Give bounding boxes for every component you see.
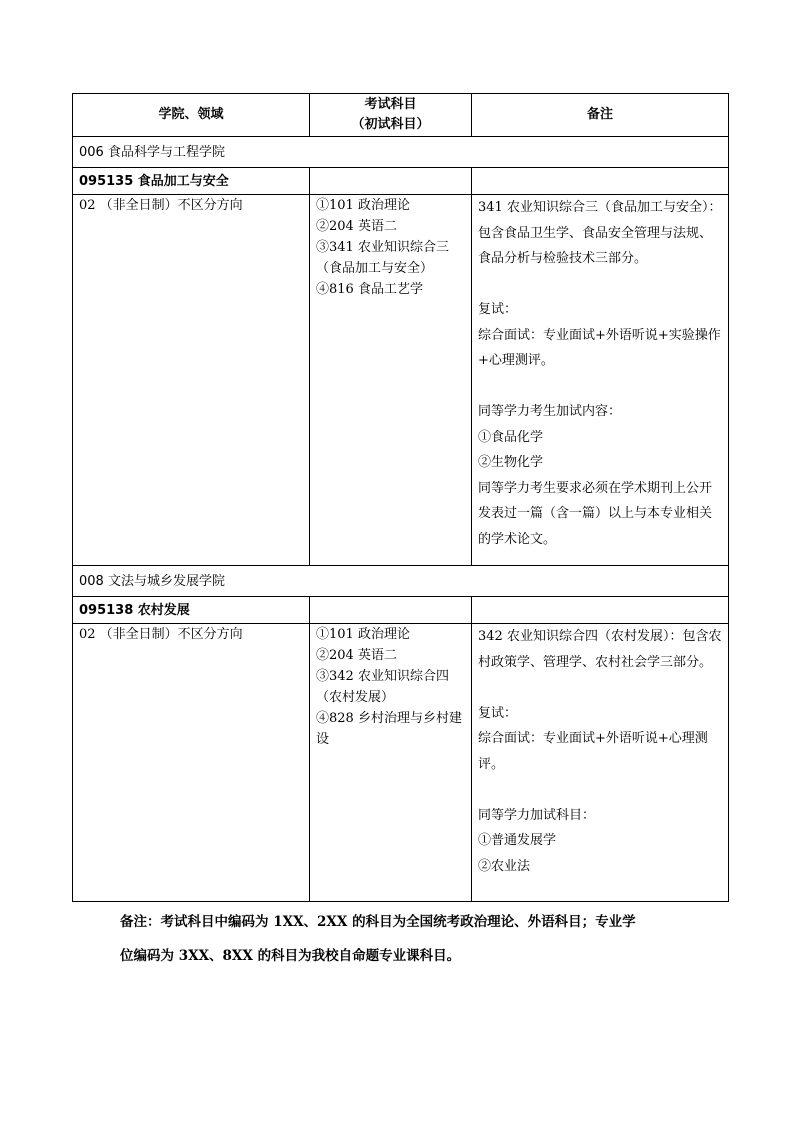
note-line: ①普通发展学 — [478, 833, 557, 848]
notes-cell — [472, 624, 729, 902]
subjects-cell — [310, 195, 472, 566]
note-spacer — [478, 675, 722, 701]
detail-row — [73, 624, 729, 902]
header-exam-subjects-line1: 考试科目 — [364, 97, 417, 112]
admissions-table-sheet — [72, 93, 728, 902]
footnote-line1: 备注：考试科目中编码为 1XX、2XX 的科目为全国统考政治理论、外语科目；专业学 — [120, 914, 636, 930]
header-exam-subjects-line2: （初试科目） — [351, 117, 430, 132]
note-line: ②农业法 — [478, 858, 531, 874]
subject-item: ②204 英语二 — [316, 219, 397, 234]
note-line: ①食品化学 — [478, 429, 544, 445]
footnote-line2: 位编码为 3XX、8XX 的科目为我校自命题专业课科目。 — [120, 948, 461, 964]
college-name: 006 食品科学与工程学院 — [73, 137, 729, 168]
field-name: 095138 农村发展 — [73, 597, 310, 624]
header-exam-subjects — [310, 94, 472, 137]
field-row — [73, 168, 729, 195]
note-line: 342 农业知识综合四（农村发展）：包含农村政策学、管理学、农村社会学三部分。 — [478, 629, 722, 670]
table-header-row — [73, 94, 729, 137]
subject-item: ①101 政治理论 — [316, 198, 410, 213]
note-line: ②生物化学 — [478, 455, 544, 470]
field-empty-cell — [472, 168, 729, 195]
header-college-field: 学院、领域 — [73, 94, 310, 137]
exam-subjects-table — [72, 93, 729, 902]
college-row — [73, 137, 729, 168]
subject-item: ④816 食品工艺学 — [316, 282, 423, 297]
notes-cell — [472, 195, 729, 566]
note-line: 341 农业知识综合三（食品加工与安全）：包含食品卫生学、食品安全管理与法规、食品分析与检验技术三部分。 — [478, 200, 722, 266]
subject-item: ③341 农业知识综合三（食品加工与安全） — [316, 240, 449, 276]
detail-row — [73, 195, 729, 566]
note-line: 复试： — [478, 705, 518, 721]
subject-item: ③342 农业知识综合四（农村发展） — [316, 669, 449, 705]
direction-cell: 02 （非全日制）不区分方向 — [73, 624, 310, 902]
subject-item: ①101 政治理论 — [316, 627, 410, 642]
field-empty-cell — [310, 168, 472, 195]
note-spacer — [478, 777, 722, 803]
field-empty-cell — [310, 597, 472, 624]
note-line: 同等学力考生加试内容： — [478, 404, 622, 419]
subject-item: ②204 英语二 — [316, 648, 397, 663]
field-name: 095135 食品加工与安全 — [73, 168, 310, 195]
subject-item: ④828 乡村治理与乡村建设 — [316, 711, 462, 747]
header-notes: 备注 — [472, 94, 729, 137]
field-row — [73, 597, 729, 624]
note-line: 复试： — [478, 302, 518, 317]
college-name: 008 文法与城乡发展学院 — [73, 566, 729, 597]
note-line: 同等学力考生要求必须在学术期刊上公开发表过一篇（含一篇）以上与本专业相关的学术论文。 — [478, 480, 713, 547]
college-row — [73, 566, 729, 597]
note-line: 综合面试：专业面试+外语听说+实验操作+心理测评。 — [478, 327, 721, 368]
note-spacer — [478, 272, 722, 298]
field-empty-cell — [472, 597, 729, 624]
subjects-cell — [310, 624, 472, 902]
note-line: 同等学力加试科目： — [478, 807, 596, 823]
direction-cell: 02 （非全日制）不区分方向 — [73, 195, 310, 566]
note-spacer — [478, 374, 722, 400]
note-line: 综合面试：专业面试+外语听说+心理测评。 — [478, 731, 708, 772]
footnote — [120, 903, 720, 971]
